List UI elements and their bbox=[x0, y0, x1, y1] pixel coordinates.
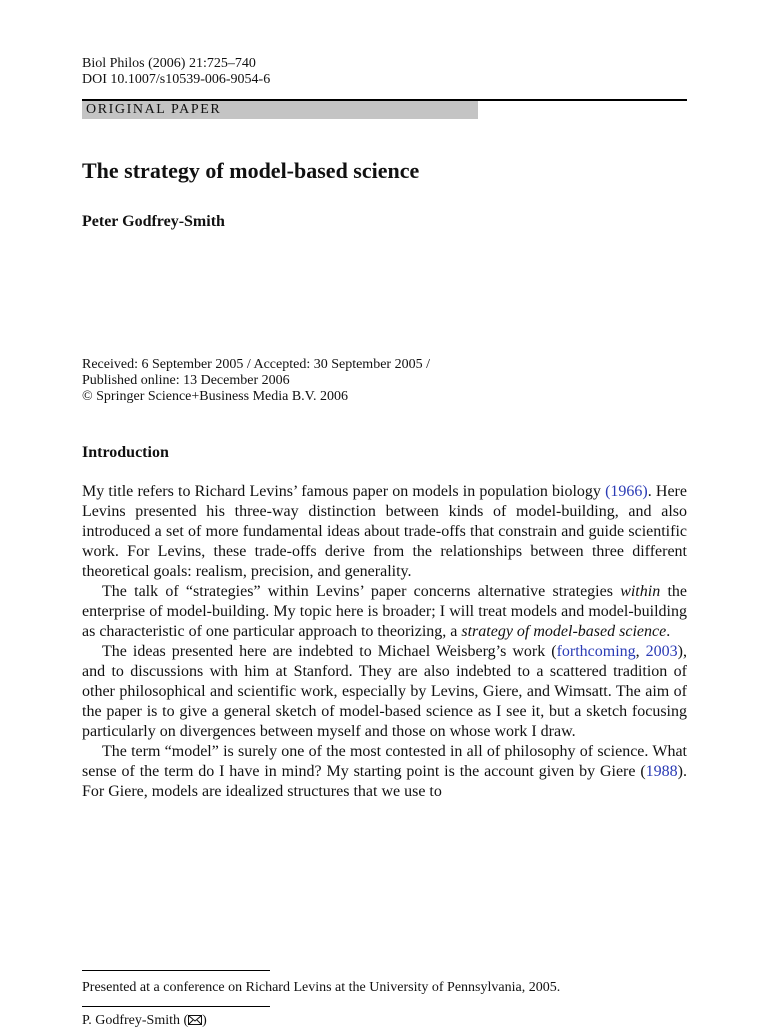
paragraph-2 bbox=[82, 582, 687, 642]
publication-dates bbox=[82, 357, 430, 405]
section-heading: Introduction bbox=[82, 444, 169, 461]
text-run: ). For Giere, models are idealized structures that we use to bbox=[82, 763, 687, 800]
citation-link[interactable]: 1988 bbox=[645, 763, 678, 780]
citation-link[interactable]: 2003 bbox=[645, 643, 678, 660]
text-run: The term “model” is surely one of the most contested in all of philosophy of science. What sense of the term do I have in mind? My starting point is the account given by Giere ( bbox=[82, 743, 687, 780]
body-text bbox=[82, 482, 687, 802]
correspondence-author bbox=[82, 1013, 207, 1029]
copyright-line: © Springer Science+Business Media B.V. 2006 bbox=[82, 389, 348, 404]
published-online-line: Published online: 13 December 2006 bbox=[82, 373, 290, 388]
correspondence-rule bbox=[82, 1006, 270, 1007]
article-author: Peter Godfrey-Smith bbox=[82, 213, 225, 230]
article-title: The strategy of model-based science bbox=[82, 158, 420, 183]
text-run: the enterprise of model-building. My topic here is broader; I will treat models and model-building as characteristic of one particular approach to theorizing, a bbox=[82, 583, 687, 640]
citation-link[interactable]: (1966) bbox=[605, 483, 648, 500]
text-run: , bbox=[635, 643, 646, 660]
text-run: The talk of “strategies” within Levins’ paper concerns alternative strategies bbox=[102, 583, 621, 600]
text-run: . bbox=[666, 623, 671, 640]
received-accepted-line: Received: 6 September 2005 / Accepted: 30 September 2005 / bbox=[82, 357, 430, 372]
footnote: Presented at a conference on Richard Levins at the University of Pennsylvania, 2005. bbox=[82, 980, 561, 995]
text-run: ) bbox=[202, 1013, 207, 1028]
paragraph-3 bbox=[82, 642, 687, 742]
text-run: . Here Levins presented his three-way distinction between kinds of model-building, and also introduced a set of more fundamental ideas about trade-offs that constrain and guide scientific work. For Levins, these trade-offs derive from the relationships between three different theoretical goals: realism, precision, and generality. bbox=[82, 483, 687, 580]
text-run: The ideas presented here are indebted to Michael Weisberg’s work ( bbox=[102, 643, 557, 660]
emphasis: within bbox=[620, 583, 661, 600]
text-run: ), and to discussions with him at Stanford. They are also indebted to a scattered tradition of other philosophical and scientific work, especially by Levins, Giere, and Wimsatt. The aim of the paper is to give a general sketch of model-based science as I see it, but a sketch focusing particularly on divergences between myself and those on whose work I draw. bbox=[82, 643, 687, 740]
citation-link[interactable]: forthcoming bbox=[556, 643, 636, 660]
section-label: ORIGINAL PAPER bbox=[82, 101, 478, 119]
emphasis: strategy of model-based science bbox=[461, 623, 667, 640]
footnote-rule bbox=[82, 970, 270, 971]
text-run: My title refers to Richard Levins’ famous paper on models in population biology bbox=[82, 483, 606, 500]
journal-citation: Biol Philos (2006) 21:725–740 bbox=[82, 56, 256, 71]
paragraph-4 bbox=[82, 742, 687, 802]
paragraph-1 bbox=[82, 482, 687, 582]
journal-metadata bbox=[82, 56, 270, 88]
text-run: P. Godfrey-Smith ( bbox=[82, 1013, 189, 1028]
doi-line: DOI 10.1007/s10539-006-9054-6 bbox=[82, 72, 271, 87]
